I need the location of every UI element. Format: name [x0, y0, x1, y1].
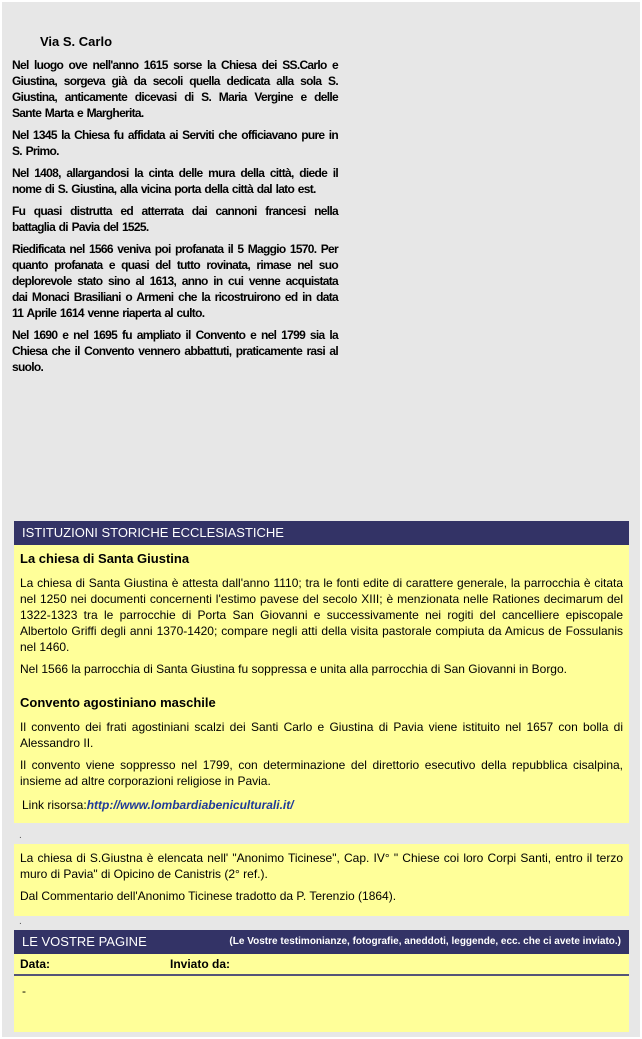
page-background — [2, 2, 640, 1037]
street-title: Via S. Carlo — [40, 34, 113, 49]
vostre-pagine-header — [14, 930, 629, 954]
section-paragraph: La chiesa di Santa Giustina è attesta dall'anno 1110; tra le fonti edite di carattere generale, la parrocchia è citata nel 1250 nei documenti concernenti l'estimo pavese del secolo XIII; è menzionata nelle Rationes decimarum del 1322-1323 tra le parrocchie di Porta San Giovanni e successivamente nei rogiti del cancelliere episcopale Albertolo Griffi degli anni 1370-1420; compare negli atti della visita pastorale compiuta da Amicus de Fossulanis nel 1460. — [20, 576, 623, 654]
section-title-santa-giustina: La chiesa di Santa Giustina — [20, 551, 190, 566]
section-title-convento: Convento agostiniano maschile — [20, 695, 216, 710]
resource-link[interactable]: http://www.lombardiabeniculturali.it/ — [86, 798, 294, 812]
spacer — [20, 683, 623, 695]
section-paragraph: Il convento dei frati agostiniani scalzi dei Santi Carlo e Giustina di Pavia viene istituito nel 1657 con bolla di Alessandro II. — [20, 720, 623, 750]
column-inviato: Inviato da: — [170, 957, 231, 971]
separator-dot: . — [19, 916, 22, 927]
vostre-pagine-empty: - — [22, 984, 26, 998]
section-paragraph: Nel 1566 la parrocchia di Santa Giustina fu soppressa e unita alla parrocchia di San Giovanni in Borgo. — [20, 662, 567, 676]
anonimo-box — [14, 844, 629, 916]
vostre-pagine-box — [14, 930, 629, 1032]
history-paragraph: Nel 1690 e nel 1695 fu ampliato il Convento e nel 1799 sia la Chiesa che il Convento vennero abbattuti, praticamente rasi al suolo. — [12, 328, 338, 374]
anonimo-paragraph: La chiesa di S.Giustna è elencata nell' "Anonimo Ticinese", Cap. IV° " Chiese coi loro Corpi Santi, entro il terzo muro di Pavia" di Opicino de Canistris (2° ref.). — [20, 851, 623, 881]
vostre-pagine-note: (Le Vostre testimonianze, fotografie, aneddoti, leggende, ecc. che ci avete inviato.) — [229, 936, 621, 947]
vostre-pagine-title: LE VOSTRE PAGINE — [22, 934, 147, 949]
anonimo-body — [14, 844, 629, 916]
history-paragraph: Riedificata nel 1566 veniva poi profanata il 5 Maggio 1570. Per quanto profanata e quasi del tutto rovinata, rimase nel suo deplorevole stato sino al 1613, anno in cui venne acquistata dai Monaci Brasiliani o Armeni che la ricostruirono ed in data 11 Aprile 1614 venne riaperta al culto. — [12, 242, 338, 320]
link-label: Link risorsa: — [22, 798, 87, 812]
section-paragraph: Il convento viene soppresso nel 1799, con determinazione del direttorio esecutivo della repubblica cisalpina, insieme ad altre corporazioni religiose in Pavia. — [20, 758, 623, 788]
separator-dot: . — [19, 830, 22, 841]
column-data: Data: — [20, 957, 51, 971]
istituzioni-box — [14, 521, 629, 823]
history-paragraph: Fu quasi distrutta ed atterrata dai cannoni francesi nella battaglia di Pavia del 1525. — [12, 204, 338, 234]
street-history-column — [12, 28, 338, 381]
istituzioni-header: ISTITUZIONI STORICHE ECCLESIASTICHE — [14, 521, 629, 545]
history-paragraph: Nel luogo ove nell'anno 1615 sorse la Chiesa dei SS.Carlo e Giustina, sorgeva già da secoli quella dedicata alla sola S. Giustina, anticamente dicevasi di S. Maria Vergine e delle Sante Marta e Margherita. — [12, 58, 338, 120]
history-paragraph: Nel 1408, allargandosi la cinta delle mura della città, diede il nome di S. Giustina, alla vicina porta della città dal lato est. — [12, 166, 338, 196]
istituzioni-body — [14, 545, 629, 823]
vostre-pagine-columns — [14, 954, 629, 976]
history-paragraph: Nel 1345 la Chiesa fu affidata ai Serviti che officiavano pure in S. Primo. — [12, 128, 338, 158]
anonimo-paragraph: Dal Commentario dell'Anonimo Ticinese tradotto da P. Terenzio (1864). — [20, 889, 397, 903]
link-row — [22, 797, 623, 813]
